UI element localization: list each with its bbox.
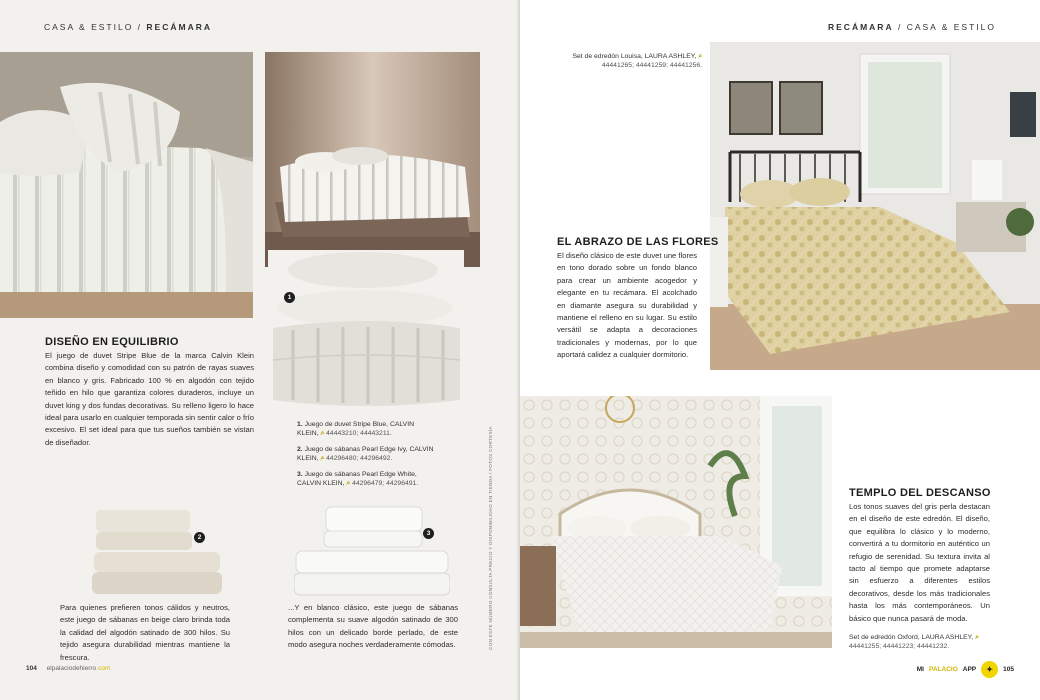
article-title-templo: TEMPLO DEL DESCANSO: [849, 487, 991, 499]
photo-grey-bedroom: [520, 396, 832, 648]
palacio-logo-icon[interactable]: ✦: [981, 661, 998, 678]
vertical-disclaimer: CON ESTE NÚMERO CONSULTA PRECIO Y DISPONIBILIDAD EN TIENDA / FOTOS CORTESÍA: [488, 426, 493, 650]
article-title-diseno: DISEÑO EN EQUILIBRIO: [45, 336, 179, 348]
caption-oxford: Set de edredón Oxford, LAURA ASHLEY, ⌕ 44441255; 44441223; 44441232.: [849, 634, 979, 651]
caption-product-3: 3. Juego de sábanas Pearl Edge White, CALVIN KLEIN, ⌕ 44296479; 44296491.: [297, 471, 419, 488]
footer-left: 104 elpalaciodehierro.com: [26, 665, 111, 672]
caption-product-1: 1. Juego de duvet Stripe Blue, CALVIN KLEIN, ⌕ 44443210; 44443211.: [297, 421, 415, 438]
search-tag-icon: ⌕: [320, 430, 325, 438]
text-sheets-white: ...Y en blanco clásico, este juego de sábanas complementa su suave algodón satinado de 300 hilos con un delicado borde perlado, de este modo asegura noches verdaderamente cómodas.: [288, 603, 458, 650]
photo-sheets-white: [294, 505, 450, 597]
product-number-badge-1: 1: [284, 292, 295, 303]
photo-floral-bedroom: [710, 42, 1040, 370]
photo-duvet-stack: [268, 250, 464, 412]
product-number-badge-3: 3: [423, 528, 434, 539]
photo-bed-stripe-duvet: [265, 52, 480, 267]
article-body-templo: Los tonos suaves del gris perla destacan en el diseño de este edredón. El diseño, que equilibra lo clásico y lo moderno, convertirá a tu dormitorio en auténtico un refugio de serenidad. Su textura invita al tacto al tiempo que promete adaptarse sin esfuerzo a diferentes estilos decorativos, desde los más tradicionales hasta los más contemporáneos. Un básico que nunca pasará de moda.: [849, 502, 990, 623]
search-tag-icon: ⌕: [346, 480, 351, 488]
footer-right: MI PALACIO APP ✦ 105: [917, 661, 1014, 678]
article-title-flores: EL ABRAZO DE LAS FLORES: [557, 236, 719, 248]
article-body-diseno: El juego de duvet Stripe Blue de la marca Calvin Klein combina diseño y comodidad con su patrón de rayas suaves en blanco y gris. Fabricado 100 % en algodón con tejido teñido en hilo que garantiza colores duraderos, incluye un duvet king y dos fundas decorativas. Su relleno ligero lo hace ideal para usarlo en cualquier temporada sin sentir calor o frío excesivo. El set ideal para que tus sueños también se vistan de diseñador.: [45, 351, 254, 447]
search-tag-icon: ⌕: [975, 634, 979, 641]
product-number-badge-2: 2: [194, 532, 205, 543]
right-page: [520, 0, 1040, 700]
caption-product-2: 2. Juego de sábanas Pearl Edge Ivy, CALVIN KLEIN, ⌕ 44296480; 44296492.: [297, 446, 434, 463]
search-tag-icon: ⌕: [698, 53, 702, 60]
section-header-right: RECÁMARA / CASA & ESTILO: [828, 22, 996, 32]
page-number-left: 104: [26, 665, 37, 672]
article-body-flores: El diseño clásico de este duvet une flores en tono dorado sobre un fondo blanco para crear un ambiente acogedor y elegante en tu recámara. El acolchado en diamante asegura su durabilidad y mantiene el relleno en su lugar. Su estilo versátil se adapta a decoraciones tradicionales y modernas, por lo que aportará calidez a cualquier dormitorio.: [557, 251, 697, 360]
text-sheets-ivory: Para quienes prefieren tonos cálidos y neutros, este juego de sábanas en beige claro brinda toda la calidad del algodón satinado de 300 hilos. Su tejido asegura durabilidad mientras mantiene la frescura.: [60, 603, 230, 662]
photo-stripe-duvet-closeup: [0, 52, 253, 318]
photo-sheets-ivory: [92, 508, 224, 596]
brand-url: elpalaciodehierro: [46, 665, 97, 672]
page-number-right: 105: [1003, 666, 1014, 673]
search-tag-icon: ⌕: [320, 455, 325, 463]
section-header-left: CASA & ESTILO / RECÁMARA: [44, 22, 212, 32]
caption-louisa: Set de edredón Louisa, LAURA ASHLEY, ⌕ 44441265; 44441259; 44441256.: [572, 53, 702, 70]
